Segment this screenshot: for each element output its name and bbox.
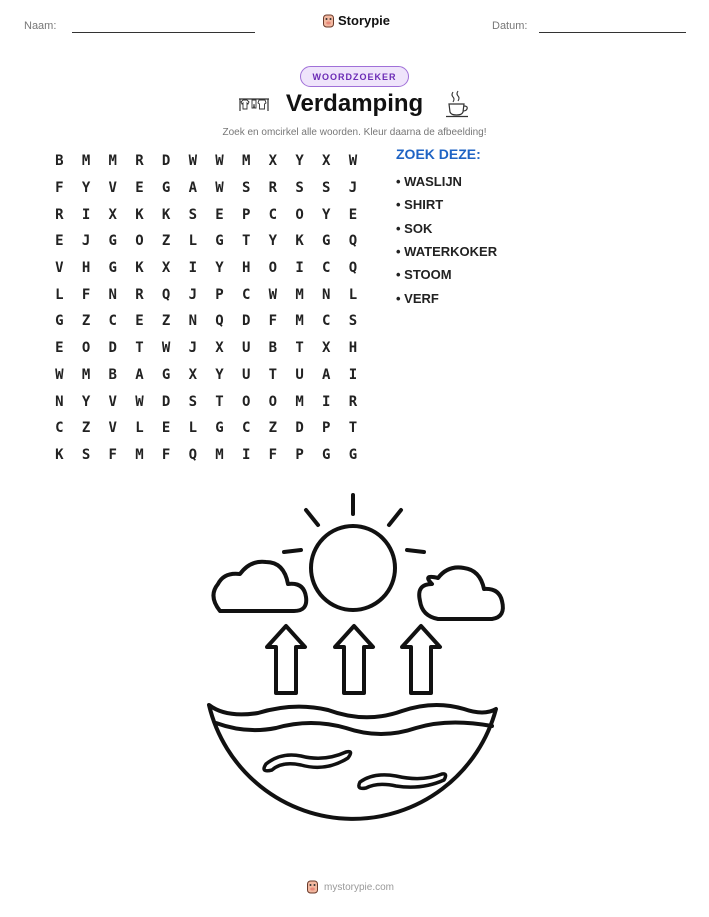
grid-letter: C	[268, 206, 278, 223]
grid-letter: Z	[81, 420, 91, 437]
grid-letter: X	[215, 340, 224, 357]
word-list	[396, 170, 497, 310]
grid-letter: W	[215, 180, 224, 197]
grid-letter: X	[188, 366, 197, 383]
grid-letter: Y	[215, 366, 224, 383]
steaming-cup-icon	[444, 90, 470, 118]
grid-letter: D	[161, 393, 171, 410]
grid-letter: Y	[295, 153, 304, 170]
grid-letter: N	[322, 286, 331, 303]
grid-letter: C	[108, 313, 117, 330]
storypie-pig-icon	[322, 14, 335, 28]
arrow-up-2	[335, 626, 373, 693]
word-item: • VERF	[396, 290, 439, 306]
grid-letter: Q	[215, 313, 224, 330]
grid-letter: V	[108, 393, 117, 410]
grid-letter: X	[322, 340, 331, 357]
grid-letter: L	[188, 420, 197, 437]
word-item: • SHIRT	[396, 197, 444, 213]
grid-letter: E	[55, 340, 64, 357]
grid-letter: H	[241, 260, 251, 277]
grid-letter: G	[322, 446, 331, 463]
puzzle-type-badge: WOORDZOEKER	[300, 66, 409, 87]
grid-letter: E	[55, 233, 64, 250]
date-label: Datum:	[492, 20, 528, 32]
grid-letter: K	[295, 233, 304, 250]
grid-letter: I	[81, 206, 91, 223]
grid-letter: T	[295, 340, 304, 357]
grid-letter: V	[108, 180, 117, 197]
grid-letter: P	[241, 206, 251, 223]
grid-letter: M	[295, 313, 304, 330]
grid-letter: S	[322, 180, 331, 197]
grid-letter: M	[135, 446, 144, 463]
grid-letter: J	[81, 233, 91, 250]
grid-letter: O	[268, 260, 278, 277]
grid-letter: M	[215, 446, 224, 463]
grid-letter: R	[135, 286, 144, 303]
grid-letter: O	[268, 393, 278, 410]
grid-letter: X	[108, 206, 117, 223]
grid-letter: J	[348, 180, 358, 197]
grid-letter: K	[135, 206, 144, 223]
grid-letter: I	[295, 260, 304, 277]
grid-letter: M	[295, 286, 304, 303]
grid-letter: A	[322, 366, 331, 383]
grid-letter: R	[348, 393, 358, 410]
grid-letter: X	[161, 260, 171, 277]
grid-letter: K	[55, 446, 64, 463]
brand-logo	[322, 13, 390, 28]
grid-letter: U	[295, 366, 304, 383]
grid-letter: X	[268, 153, 278, 170]
grid-letter: Y	[215, 260, 224, 277]
grid-letter: L	[348, 286, 358, 303]
grid-letter: T	[268, 366, 278, 383]
grid-letter: N	[188, 313, 197, 330]
grid-letter: C	[322, 313, 331, 330]
instructions: Zoek en omcirkel alle woorden. Kleur daarna de afbeelding!	[222, 127, 487, 138]
grid-letter: T	[241, 233, 251, 250]
date-line	[539, 32, 686, 33]
grid-letter: O	[241, 393, 251, 410]
ripple-left	[264, 752, 351, 771]
footer-url: mystorypie.com	[324, 881, 395, 893]
grid-letter: A	[188, 180, 197, 197]
grid-letter: M	[81, 153, 91, 170]
grid-letter: P	[322, 420, 331, 437]
grid-letter: O	[81, 340, 91, 357]
grid-letter: L	[55, 286, 64, 303]
word-list-title: ZOEK DEZE:	[396, 146, 481, 162]
word-item: • SOK	[396, 220, 433, 236]
grid-letter: L	[188, 233, 197, 250]
name-label: Naam:	[24, 20, 57, 32]
evaporation-illustration	[196, 490, 516, 870]
grid-letter: Z	[81, 313, 91, 330]
grid-letter: N	[55, 393, 64, 410]
grid-letter: H	[81, 260, 91, 277]
word-item: • WATERKOKER	[396, 244, 498, 260]
grid-letter: W	[161, 340, 171, 357]
grid-letter: D	[161, 153, 171, 170]
grid-letter: R	[135, 153, 144, 170]
arrow-up-1	[267, 626, 305, 693]
grid-letter: R	[268, 180, 278, 197]
grid-letter: S	[348, 313, 358, 330]
grid-letter: G	[108, 260, 117, 277]
grid-letter: D	[295, 420, 304, 437]
grid-letter: C	[322, 260, 331, 277]
page-title: Verdamping	[285, 90, 424, 117]
grid-letter: Y	[268, 233, 278, 250]
grid-letter: Q	[188, 446, 197, 463]
water-wave	[216, 722, 492, 734]
grid-letter: V	[108, 420, 117, 437]
grid-letter: Z	[161, 313, 171, 330]
grid-letter: X	[322, 153, 331, 170]
grid-letter: G	[108, 233, 117, 250]
grid-letter: G	[161, 366, 171, 383]
grid-letter: G	[215, 233, 224, 250]
grid-letter: E	[161, 420, 171, 437]
grid-letter: T	[348, 420, 358, 437]
grid-letter: Q	[348, 233, 358, 250]
grid-letter: E	[135, 313, 144, 330]
grid-letter: I	[348, 366, 358, 383]
grid-letter: B	[268, 340, 278, 357]
grid-letter: W	[135, 393, 144, 410]
grid-letter: G	[348, 446, 358, 463]
grid-letter: G	[55, 313, 64, 330]
grid-letter: T	[135, 340, 144, 357]
sun-shape	[311, 526, 395, 610]
grid-letter: U	[241, 366, 251, 383]
grid-letter: M	[241, 153, 251, 170]
ripple-right	[359, 774, 446, 789]
grid-letter: B	[108, 366, 117, 383]
grid-letter: Y	[81, 393, 91, 410]
grid-letter: E	[135, 180, 144, 197]
grid-letter: L	[135, 420, 144, 437]
grid-letter: B	[55, 153, 64, 170]
grid-letter: A	[135, 366, 144, 383]
footer	[306, 880, 394, 894]
grid-letter: C	[241, 286, 251, 303]
grid-letter: S	[188, 393, 197, 410]
grid-letter: E	[348, 206, 358, 223]
grid-letter: K	[135, 260, 144, 277]
grid-letter: F	[108, 446, 117, 463]
grid-letter: W	[55, 366, 64, 383]
brand-name: Storypie	[338, 13, 391, 28]
grid-letter: D	[108, 340, 117, 357]
grid-letter: Y	[81, 180, 91, 197]
grid-letter: Y	[322, 206, 331, 223]
grid-letter: Z	[268, 420, 278, 437]
grid-letter: E	[215, 206, 224, 223]
grid-letter: Q	[161, 286, 171, 303]
grid-letter: P	[295, 446, 304, 463]
grid-letter: S	[241, 180, 251, 197]
grid-letter: I	[322, 393, 331, 410]
grid-letter: N	[108, 286, 117, 303]
grid-letter: O	[295, 206, 304, 223]
grid-letter: G	[322, 233, 331, 250]
grid-letter: W	[188, 153, 197, 170]
grid-letter: R	[55, 206, 64, 223]
grid-letter: U	[241, 340, 251, 357]
grid-letter: C	[241, 420, 251, 437]
grid-letter: W	[268, 286, 278, 303]
grid-letter: M	[295, 393, 304, 410]
grid-letter: I	[188, 260, 197, 277]
grid-letter: V	[55, 260, 64, 277]
grid-letter: G	[215, 420, 224, 437]
grid-letter: S	[188, 206, 197, 223]
arrow-up-3	[402, 626, 440, 693]
word-item: • STOOM	[396, 267, 452, 283]
grid-letter: O	[135, 233, 144, 250]
cloud-left	[213, 562, 306, 611]
name-line	[72, 32, 255, 33]
grid-letter: D	[241, 313, 251, 330]
grid-letter: M	[81, 366, 91, 383]
grid-letter: P	[215, 286, 224, 303]
grid-letter: T	[215, 393, 224, 410]
grid-letter: H	[348, 340, 358, 357]
grid-letter: F	[268, 313, 278, 330]
grid-letter: J	[188, 286, 197, 303]
grid-letter: F	[161, 446, 171, 463]
storypie-pig-icon	[306, 880, 319, 894]
grid-letter: K	[161, 206, 171, 223]
grid-letter: M	[108, 153, 117, 170]
letter-grid	[46, 148, 366, 468]
cloud-right	[419, 567, 503, 619]
grid-letter: F	[81, 286, 91, 303]
grid-letter: F	[55, 180, 64, 197]
grid-letter: S	[295, 180, 304, 197]
word-item: • WASLIJN	[396, 174, 462, 190]
grid-letter: C	[55, 420, 64, 437]
grid-letter: Z	[161, 233, 171, 250]
grid-letter: G	[161, 180, 171, 197]
grid-letter: Q	[348, 260, 358, 277]
grid-letter: F	[268, 446, 278, 463]
grid-letter: W	[215, 153, 224, 170]
grid-letter: W	[348, 153, 358, 170]
grid-letter: J	[188, 340, 197, 357]
grid-letter: S	[81, 446, 91, 463]
grid-letter: I	[241, 446, 251, 463]
